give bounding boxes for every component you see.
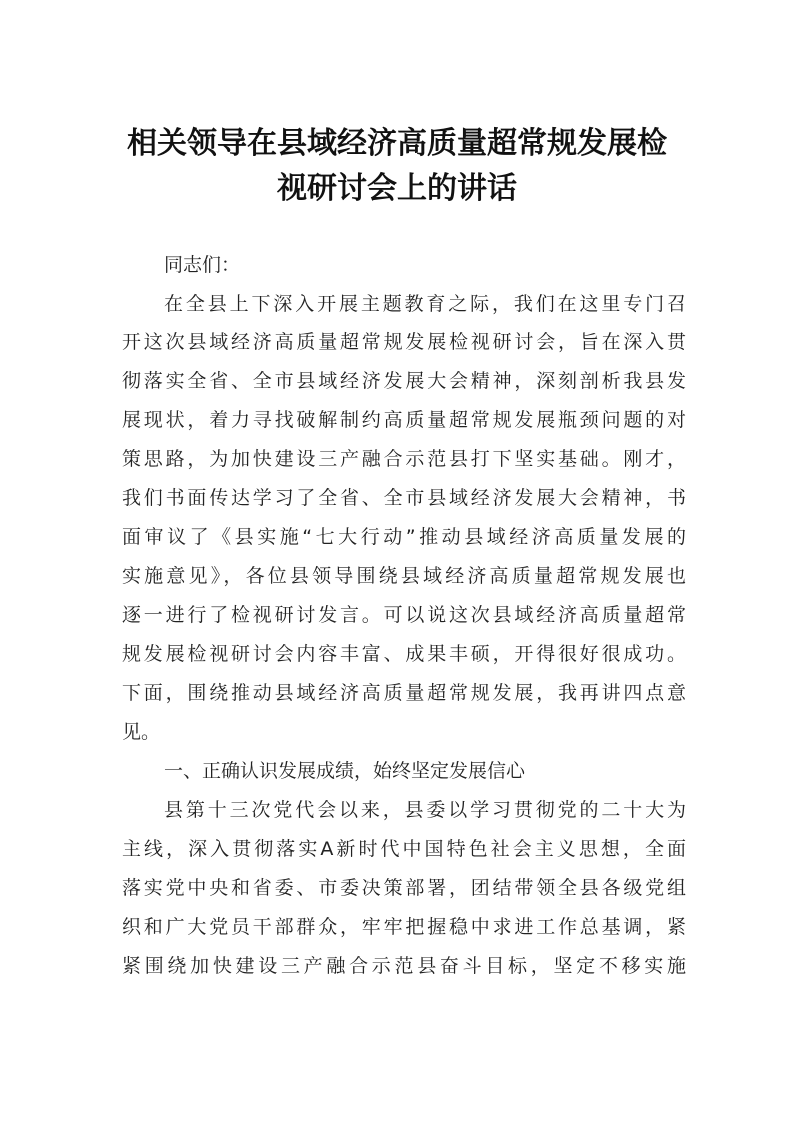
body-line: 开这次县域经济高质量超常规发展检视研讨会，旨在深入贯	[122, 331, 686, 353]
greeting: 同志们：	[164, 254, 241, 276]
body-line: 面审议了《县实施“七大行动”推动县域经济高质量发展的	[122, 526, 686, 548]
body-line: 在全县上下深入开展主题教育之际，我们在这里专门召	[164, 293, 686, 315]
document-title-line-1: 相关领导在县域经济高质量超常规发展检	[127, 126, 667, 161]
body-line: 下面，围绕推动县域经济高质量超常规发展，我再讲四点意	[122, 682, 686, 704]
body-line: 县第十三次党代会以来，县委以学习贯彻党的二十大为	[164, 799, 686, 821]
body-line: 落实党中央和省委、市委决策部署，团结带领全县各级党组	[122, 877, 686, 899]
body-line: 见。	[122, 721, 161, 743]
body-line: 织和广大党员干部群众，牢牢把握稳中求进工作总基调，紧	[122, 916, 686, 938]
body-line: 我们书面传达学习了全省、全市县域经济发展大会精神，书	[122, 487, 686, 509]
body-line: 主线，深入贯彻落实A新时代中国特色社会主义思想，全面	[122, 838, 686, 860]
body-line: 策思路，为加快建设三产融合示范县打下坚实基础。刚才，	[122, 448, 686, 470]
body-line: 彻落实全省、全市县域经济发展大会精神，深刻剖析我县发	[122, 370, 686, 392]
section-heading: 一、正确认识发展成绩，始终坚定发展信心	[164, 760, 526, 782]
body-line: 实施意见》，各位县领导围绕县域经济高质量超常规发展也	[122, 565, 686, 587]
body-line: 紧围绕加快建设三产融合示范县奋斗目标，坚定不移实施	[122, 955, 686, 977]
body-line: 展现状，着力寻找破解制约高质量超常规发展瓶颈问题的对	[122, 409, 686, 431]
body-line: 逐一进行了检视研讨发言。可以说这次县域经济高质量超常	[122, 604, 686, 626]
document-title-line-2: 视研讨会上的讲话	[277, 171, 517, 206]
body-line: 规发展检视研讨会内容丰富、成果丰硕，开得很好很成功。	[122, 643, 686, 665]
